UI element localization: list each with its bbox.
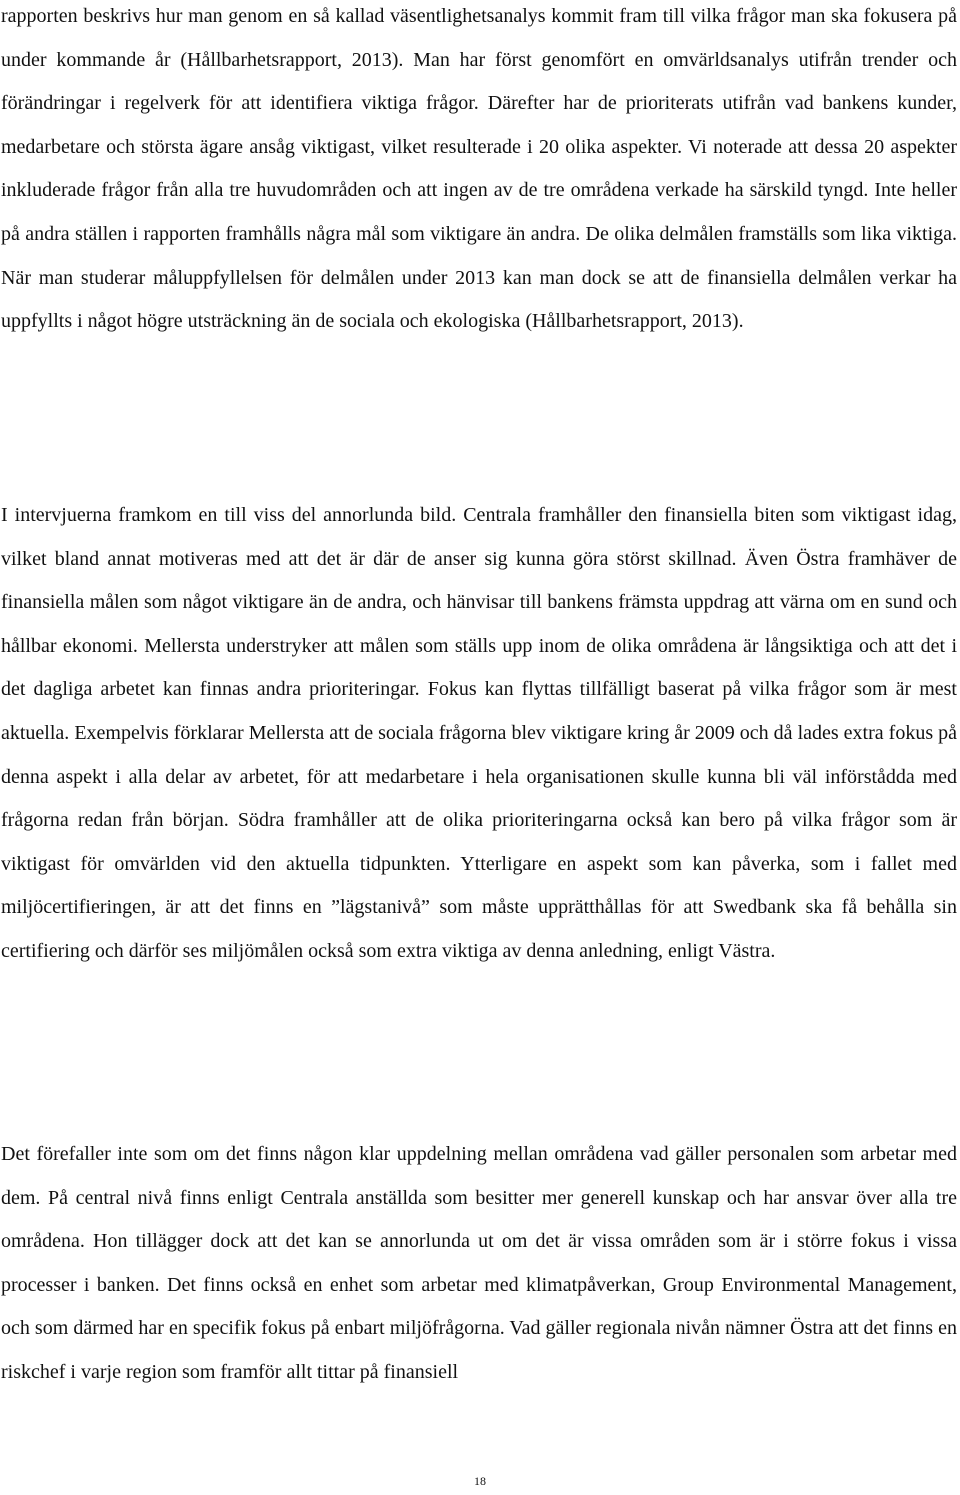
paragraph-text: rapporten beskrivs hur man genom en så kallad väsentlighetsanalys kommit fram till vilka frågor man ska fokusera på under kommande år (Hållbarhetsrapport, 2013). Man har först genomfört en omvärldsanalys utifrån trender och förändringar i regelverk för att identifiera viktiga frågor. Därefter har de prioriterats utifrån vad bankens kunder, medarbetare och största ägare ansåg viktigast, vilket resulterade i 20 olika aspekter. Vi noterade att dessa 20 aspekter inkluderade frågor från alla tre huvudområden och att ingen av de tre områdena verkade ha särskild tyngd. Inte heller på andra ställen i rapporten framhålls några mål som viktigare än andra. De olika delmålen framställs som lika viktiga. När man studerar måluppfyllelsen för delmålen under 2013 kan man dock se att de finansiella delmålen verkar ha uppfyllts i något högre utsträckning än de sociala och ekologiska (Hållbarhetsrapport, 2013). bbox=[1, 5, 957, 333]
body-paragraph-2 bbox=[1, 494, 957, 974]
paragraph-text: I intervjuerna framkom en till viss del annorlunda bild. Centrala framhåller den finansiella biten som viktigast idag, vilket bland annat motiveras med att det är där de anser sig kunna göra störst skillnad. Även Östra framhäver de finansiella målen som något viktigare än de andra, och hänvisar till bankens främsta uppdrag att värna om en sund och hållbar ekonomi. Mellersta understryker att målen som ställs upp inom de olika områdena är långsiktiga och att det i det dagliga arbetet kan finnas andra prioriteringar. Fokus kan flyttas tillfälligt baserat på vilka frågor som är mest aktuella. Exempelvis förklarar Mellersta att de sociala frågorna blev viktigare kring år 2009 och då lades extra fokus på denna aspekt i alla delar av arbetet, för att medarbetare i hela organisationen skulle kunna bli väl införstådda med frågorna redan från början. Södra framhåller att de olika prioriteringarna också kan bero på vilka frågor som är viktigast för omvärlden vid den aktuella tidpunkten. Ytterligare en aspekt som kan påverka, som i fallet med miljöcertifieringen, är att det finns en ”lägstanivå” som måste upprätthållas för att Swedbank ska få behålla sin certifiering och därför ses miljömålen också som extra viktiga av denna anledning, enligt Västra. bbox=[1, 504, 957, 962]
paragraph-text: Det förefaller inte som om det finns någon klar uppdelning mellan områdena vad gäller personalen som arbetar med dem. På central nivå finns enligt Centrala anställda som besitter mer generell kunskap och har ansvar över alla tre områdena. Hon tillägger dock att det kan se annorlunda ut om det är vissa områden som är i större fokus i vissa processer i banken. Det finns också en enhet som arbetar med klimatpåverkan, Group Environmental Management, och som därmed har en specifik fokus på enbart miljöfrågorna. Vad gäller regionala nivån nämner Östra att det finns en riskchef i varje region som framför allt tittar på finansiell bbox=[1, 1143, 957, 1383]
body-paragraph-3 bbox=[1, 1133, 957, 1395]
body-paragraph-1 bbox=[1, 0, 957, 344]
page-number: 18 bbox=[474, 1474, 486, 1488]
